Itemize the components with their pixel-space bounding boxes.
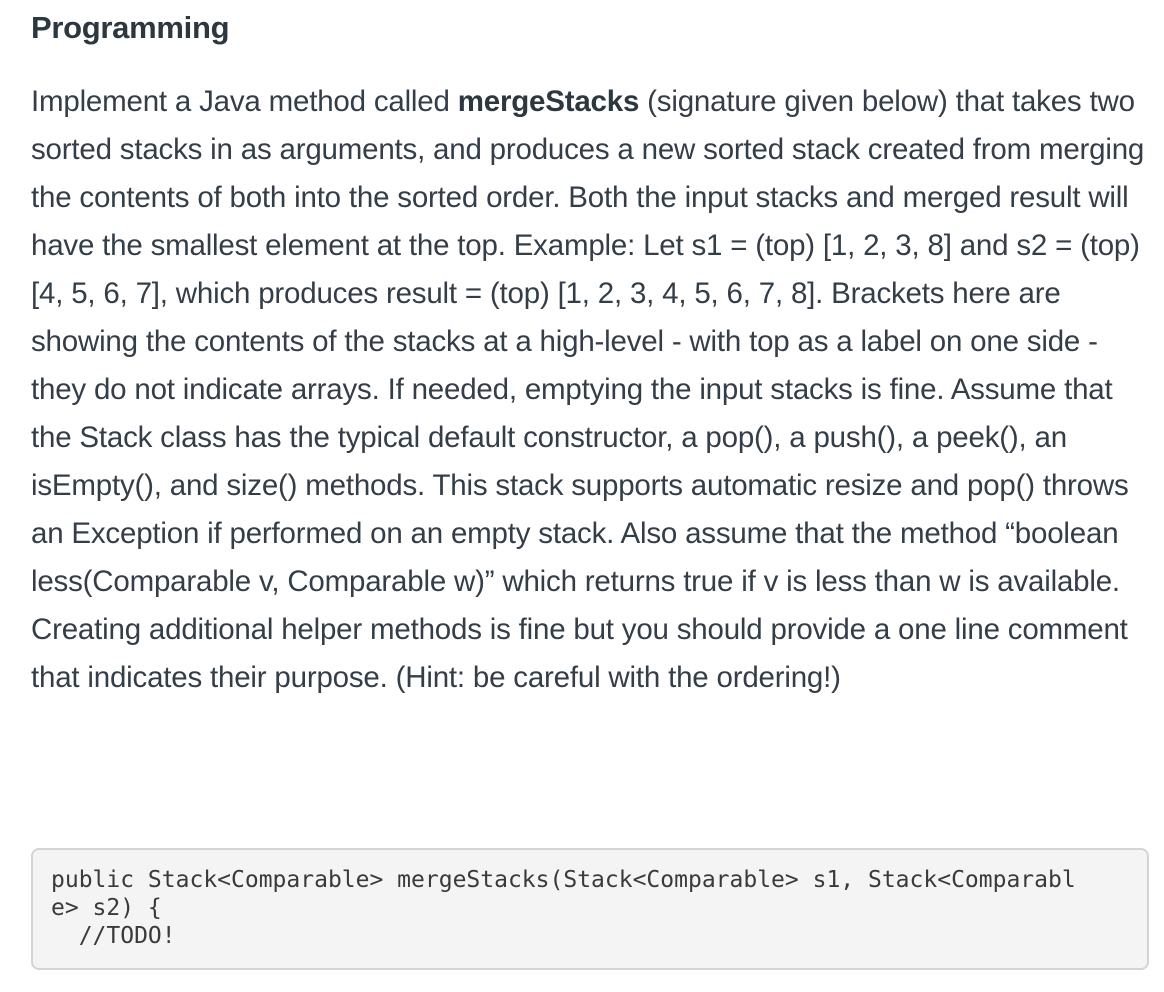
question-text — [31, 78, 1149, 702]
question-body: (signature given below) that takes two sorted stacks in as arguments, and produces a new sorted stack created from merging the contents of both into the sorted order. Both the input stacks and merged result will have the smallest element at the top. Example: Let s1 = (top) [1, 2, 3, 8] and s2 = (top) [4, 5, 6, 7], which produces result = (top) [1, 2, 3, 4, 5, 6, 7, 8]. Brackets here are showing the contents of the stacks at a high-level - with top as a label on one side - they do not indicate arrays. If needed, emptying the input stacks is fine. Assume that the Stack class has the typical default constructor, a pop(), a push(), a peek(), an isEmpty(), and size() methods. This stack supports automatic resize and pop() throws an Exception if performed on an empty stack. Also assume that the method “boolean less(Comparable v, Comparable w)” which returns true if v is less than w is available. Creating additional helper methods is fine but you should provide a one line comment that indicates their purpose. (Hint: be careful with the ordering!) — [31, 85, 1145, 694]
code-line-3: //TODO! — [51, 923, 176, 949]
code-text — [51, 866, 1129, 950]
code-line-2: e> s2) { — [51, 895, 162, 921]
code-line-1: public Stack<Comparable> mergeStacks(Stack<Comparable> s1, Stack<Comparabl — [51, 867, 1076, 893]
question-intro: Implement a Java method called — [31, 85, 458, 118]
code-block — [31, 848, 1149, 970]
section-title: Programming — [31, 10, 230, 45]
method-name: mergeStacks — [457, 85, 640, 118]
